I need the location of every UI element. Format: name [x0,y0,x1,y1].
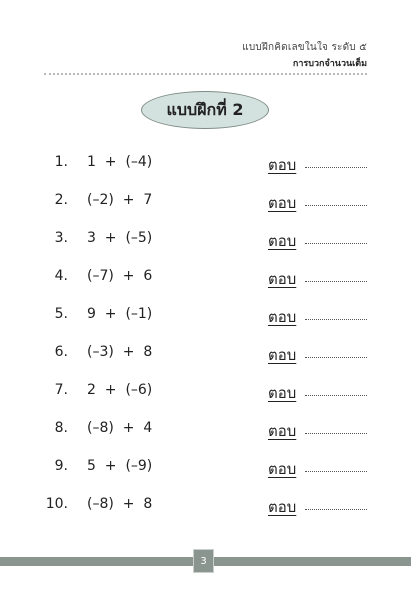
problem-expression: 9 + (–1) [87,306,153,322]
answer-blank[interactable] [305,395,367,396]
problem-row [0,192,411,214]
problem-row [0,344,411,366]
problem-row [0,268,411,290]
answer-label: ตอบ [268,156,297,174]
problem-row [0,382,411,404]
problem-number: 1. [54,154,68,170]
answer-label: ตอบ [268,422,297,440]
answer-blank[interactable] [305,319,367,320]
answer-blank[interactable] [305,471,367,472]
problem-number: 3. [54,230,68,246]
dotted-divider [44,73,367,75]
problem-expression: (–8) + 8 [87,496,153,512]
answer-label: ตอบ [268,270,297,288]
problem-number: 7. [54,382,68,398]
problem-expression: (–8) + 4 [87,420,153,436]
problem-row [0,230,411,252]
problem-expression: 3 + (–5) [87,230,153,246]
answer-blank[interactable] [305,509,367,510]
problem-number: 10. [45,496,68,512]
problem-number: 9. [54,458,68,474]
answer-blank[interactable] [305,357,367,358]
answer-blank[interactable] [305,243,367,244]
problem-expression: (–3) + 8 [87,344,153,360]
problem-row [0,458,411,480]
problem-number: 5. [54,306,68,322]
answer-label: ตอบ [268,384,297,402]
answer-blank[interactable] [305,433,367,434]
page-number: 3 [200,555,207,567]
header-topic: การบวกจำนวนเต็ม [292,59,367,69]
page-number-tab [193,549,214,573]
answer-label: ตอบ [268,194,297,212]
problem-row [0,420,411,442]
problem-expression: 2 + (–6) [87,382,153,398]
problem-row [0,306,411,328]
problem-number: 2. [54,192,68,208]
answer-label: ตอบ [268,498,297,516]
answer-label: ตอบ [268,232,297,250]
header-series-title: แบบฝึกคิดเลขในใจ ระดับ ๕ [242,42,367,53]
answer-label: ตอบ [268,346,297,364]
problem-expression: 5 + (–9) [87,458,153,474]
problem-row [0,496,411,518]
problem-row [0,154,411,176]
exercise-title: แบบฝึกที่ 2 [166,99,244,119]
problem-number: 6. [54,344,68,360]
problem-expression: 1 + (–4) [87,154,153,170]
problem-number: 8. [54,420,68,436]
answer-blank[interactable] [305,205,367,206]
answer-label: ตอบ [268,308,297,326]
answer-label: ตอบ [268,460,297,478]
problem-number: 4. [54,268,68,284]
exercise-title-badge [141,91,269,129]
problem-expression: (–2) + 7 [87,192,153,208]
problem-expression: (–7) + 6 [87,268,153,284]
answer-blank[interactable] [305,281,367,282]
answer-blank[interactable] [305,167,367,168]
